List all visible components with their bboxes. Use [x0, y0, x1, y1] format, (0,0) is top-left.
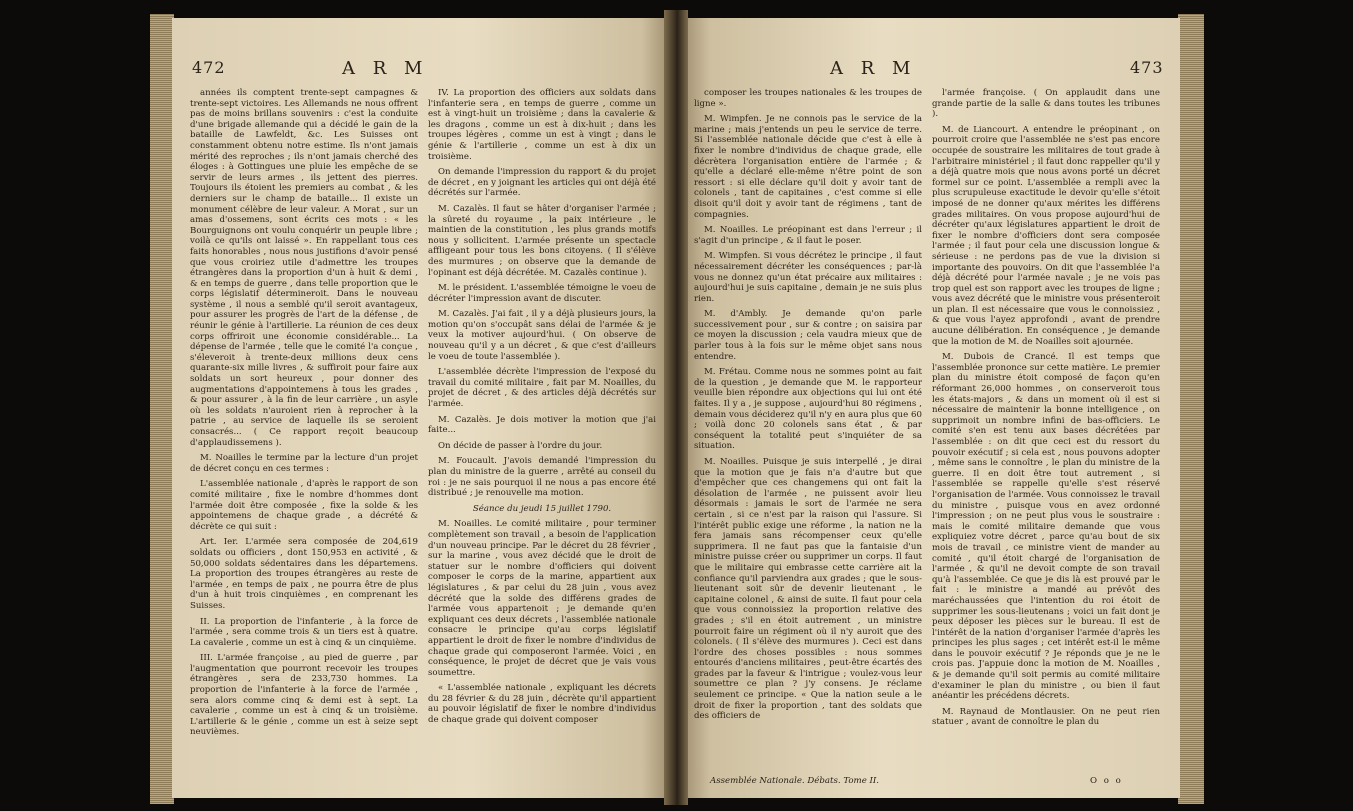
paragraph: M. Wimpfen. Je ne connois pas le service de la marine ; mais j'entends un peu le service de terre. Si l'assemblée nationale décide que c'est à elle à fixer le nombre d'individus de chaque grade, elle décrètera l'organisation entière de l'armée ; & qu'elle a déclaré elle-même n'être point de son ressort : si elle déclare qu'il doit y avoir tant de colonels , tant de capitaines , c'est comme si elle disoit qu'il doit y avoir tant de régimens , tant de compagnies. [694, 114, 922, 220]
right-page-number: 473 [1130, 58, 1164, 77]
paragraph: « L'assemblée nationale , expliquant les décrets du 28 février & du 28 juin , décrète qu'il appartient au pouvoir législatif de fixer le nombre d'individus de chaque grade qui doivent composer [428, 683, 656, 726]
paragraph: IV. La proportion des officiers aux soldats dans l'infanterie sera , en temps de guerre , comme un est à vingt-huit un troisième ; dans la cavalerie & les dragons , comme un est à dix-huit ; dans les troupes légères , comme un est à vingt ; dans le génie & l'artillerie , comme un est à dix un troisième. [428, 88, 656, 162]
left-running-head: A R M [342, 58, 429, 79]
footer-signature: Assemblée Nationale. Débats. Tome II. [710, 776, 880, 786]
right-page [680, 18, 1180, 798]
paragraph: M. Noailles. Le comité militaire , pour terminer complètement son travail , a besoin de l'application d'un nouveau principe. Par le décret du 28 février , sur la marine , vous avez décidé que le droit de statuer sur le nombre d'officiers qui doivent composer le corps de la marine, appartient aux législatures , & par celui du 28 juin , vous avez décrété que la solde des différens grades de l'armée vous appartenoit ; je demande qu'en expliquant ces deux décrets , l'assemblée nationale consacre le principe qu'au corps législatif appartient le droit de fixer le nombre d'individus de chaque grade qui composeront l'armée. Voici , en conséquence, le projet de décret que je vais vous soumettre. [428, 519, 656, 678]
paragraph: L'assemblée décrète l'impression de l'exposé du travail du comité militaire , fait par M. Noailles, du projet de décret , & des articles déjà décrétés sur l'armée. [428, 367, 656, 410]
session-heading: Séance du jeudi 15 juillet 1790. [472, 503, 612, 514]
paragraph: On décide de passer à l'ordre du jour. [438, 440, 603, 451]
paragraph: II. La proportion de l'infanterie , à la force de l'armée , sera comme trois & un tiers est à quatre. La cavalerie , comme un est à cinq & un cinquième. [190, 616, 418, 648]
left-page-number: 472 [192, 58, 226, 77]
right-running-head: A R M [830, 58, 917, 79]
paragraph: années ils comptent trente-sept campagnes & trente-sept victoires. Les Allemands ne nous offrent pas de moins brillans souvenirs : c'est la conduite d'une brigade allemande qui a décidé le gain de la bataille de Lawfeldt, &c. Les Suisses ont constamment obtenu notre estime. Ils n'ont jamais mérité des reproches ; ils n'ont jamais cherché des éloges : à Gottingues une pluie les empêche de se servir de leurs armes , ils jettent des pierres. Toujours ils étoient les premiers au combat , & les derniers sur le champ de bataille... Il existe un monument célèbre de leur valeur. A Morat , sur un amas d'ossemens, sont écrits ces mots : « les Bourguignons ont voulu conquérir un peuple libre ; voilà ce qu'ils ont laissé ». En rappellant tous ces faits honorables , nous nous justifions d'avoir pensé que vous croiriez utile d'admettre les troupes étrangères dans la proportion d'un à huit & demi , & en temps de guerre , dans telle proportion que le corps législatif détermineroit. Dans le nouveau système , il nous a semblé qu'il seroit avantageux, pour assurer les progrès de l'art de la défense , de réunir le génie à l'artillerie. La réunion de ces deux corps offriroit une économie considérable... La dépense de l'armée , telle que le comité l'a conçue , s'éleveroit à trente-deux millions deux cens quarante-six mille livres , & suffiroit pour faire aux soldats un sort heureux , pour donner des augmentations d'appointemens à tous les grades , & pour assurer , à la fin de leur carrière , un asyle où les soldats n'auroient rien à reprocher à la patrie , au service de laquelle ils se seroient consacrés... ( Ce rapport reçoit beaucoup d'applaudissemens ). [190, 88, 418, 448]
left-column-1 [190, 88, 418, 743]
right-page-edges [1178, 14, 1204, 804]
paragraph: M. Noailles le termine par la lecture d'un projet de décret conçu en ces termes : [190, 453, 418, 474]
right-column-1 [694, 88, 922, 727]
paragraph: On demande l'impression du rapport & du projet de décret , en y joignant les articles qui ont déjà été décrétés sur l'armée. [428, 167, 656, 199]
left-page-edges [150, 14, 174, 804]
paragraph: M. Wimpfen. Si vous décrétez le principe , il faut nécessairement décréter les conséquences ; par-là vous ne donnez qu'un état précaire aux militaires : aujourd'hui je suis capitaine , demain je ne suis plus rien. [694, 251, 922, 304]
left-column-2 [428, 88, 656, 731]
paragraph: M. de Liancourt. A entendre le préopinant , on pourroit croire que l'assemblée ne s'est pas encore occupée de soustraire les militaires de tout grade à l'arbitraire ministériel ; il faut donc rappeller qu'il y a déjà quatre mois que nous avons porté un décret formel sur ce point. L'assemblée a rempli avec la plus scrupuleuse exactitude le devoir qu'elle s'étoit imposé de ne donner qu'aux mérites les différens grades militaires. On vous propose aujourd'hui de décréter qu'aux législatures appartient le droit de fixer le nombre d'officiers dont sera composée l'armée ; il faut pour cela une discussion longue & sérieuse : ne perdons pas de vue la division si importante des pouvoirs. On dit que l'assemblée l'a déjà décrété pour l'armée navale ; je ne vois pas trop quel est son rapport avec les troupes de ligne ; vous avez décrété que le ministre vous présenteroit un plan. Il est nécessaire que vous le connoissiez , & que vous l'ayez approfondi , avant de prendre aucune délibération. En conséquence , je demande que la motion de M. de Noailles soit ajournée. [932, 124, 1160, 347]
paragraph: M. d'Ambly. Je demande qu'on parle successivement pour , sur & contre ; on saisira par ce moyen la discussion ; cela vaudra mieux que de parler tous à la fois sur le même objet sans nous entendre. [694, 309, 922, 362]
paragraph: M. Foucault. J'avois demandé l'impression du plan du ministre de la guerre , arrêté au conseil du roi : je ne sais pourquoi il ne nous a pas encore été distribué ; je renouvelle ma motion. [428, 456, 656, 499]
book-gutter [664, 10, 688, 805]
paragraph: l'armée françoise. ( On applaudit dans une grande partie de la salle & dans toutes les tribunes ). [932, 88, 1160, 120]
paragraph: M. Cazalès. Il faut se hâter d'organiser l'armée ; la sûreté du royaume , la paix intérieure , le maintien de la constitution , les plus grands motifs nous y sollicitent. L'armée présente un spectacle affligeant pour tous les bons citoyens. ( Il s'élève des murmures ; on observe que la demande de l'opinant est déjà décrétée. M. Cazalès continue ). [428, 203, 656, 278]
paragraph: M. Cazalès. J'ai fait , il y a déjà plusieurs jours, la motion qu'on s'occupât sans délai de l'armée & je veux la motiver aujourd'hui. ( On observe de nouveau qu'il y a un décret , & que c'est d'ailleurs le voeu de toute l'assemblée ). [428, 309, 656, 362]
paragraph: M. Noailles. Le préopinant est dans l'erreur ; il s'agit d'un principe , & il faut le poser. [694, 225, 922, 246]
paragraph: M. Frétau. Comme nous ne sommes point au fait de la question , je demande que M. le rapporteur veuille bien répondre aux objections qui lui ont été faites. Il y a , je suppose , aujourd'hui 80 régimens , demain vous déciderez qu'il n'y en aura plus que 60 ; voilà donc 20 colonels sans état , & par conséquent la totalité peut s'inquiéter de sa situation. [694, 367, 922, 452]
footer-gathering-mark: O o o [1090, 776, 1123, 786]
paragraph: composer les troupes nationales & les troupes de ligne ». [694, 88, 922, 109]
paragraph: M. Raynaud de Montlausier. On ne peut rien statuer , avant de connoître le plan du [932, 706, 1160, 728]
paragraph: Art. Ier. L'armée sera composée de 204,619 soldats ou officiers , dont 150,953 en activité , & 50,000 soldats sédentaires dans les départemens. La proportion des troupes étrangères au reste de l'armée , en temps de paix , ne pourra être de plus d'un à huit trois cinquièmes , en comprenant les Suisses. [190, 537, 418, 611]
right-column-2 [932, 88, 1160, 733]
paragraph: M. Cazalès. Je dois motiver la motion que j'ai faite... [428, 414, 656, 436]
paragraph: L'assemblée nationale , d'après le rapport de son comité militaire , fixe le nombre d'hommes dont l'armée doit être composée , fixe la solde & les appointemens de chaque grade , a décrété & décrète ce qui suit : [190, 479, 418, 532]
paragraph: III. L'armée françoise , au pied de guerre , par l'augmentation que pourront recevoir les troupes étrangères , sera de 233,730 hommes. La proportion de l'infanterie à la force de l'armée , sera alors comme cinq & demi est à sept. La cavalerie , comme un est à cinq & un troisième. L'artillerie & le génie , comme un est à seize sept neuvièmes. [190, 653, 418, 738]
paragraph: M. Dubois de Crancé. Il est temps que l'assemblée prononce sur cette matière. Le premier plan du ministre étoit composé de façon qu'en réformant 26,000 hommes , on conserveroit tous les états-majors , & dans un moment où il est si nécessaire de maintenir la bonne intelligence , on supprimoit un nombre infini de bas-officiers. Le comité s'en est tenu aux bases décrétées par l'assemblée : on dit que ceci est du ressort du pouvoir exécutif ; si cela est , nous pouvons adopter , même sans le connoître , le plan du ministre de la guerre. Il en doit être tout autrement , si l'assemblée se rappelle qu'elle s'est réservé l'organisation de l'armée. Vous connoissez le travail du ministre , puisque vous en avez ordonné l'impression ; on ne peut plus vous le soustraire : mais le comité militaire demande que vous expliquiez votre décret , parce qu'au bout de six mois de travail , ce ministre vient de mander au comité , qu'il étoit chargé de l'organisation de l'armée , & qu'il ne devoit compte de son travail qu'à l'assemblée. Ce que je dis là est prouvé par le fait : le ministre a mandé au prévôt des maréchaussées que l'intention du roi étoit de supprimer les sous-lieutenans ; voici un fait dont je peux déposer les pièces sur le bureau. Il est de l'intérêt de la nation d'organiser l'armée d'après les principes les plus sages ; cet intérêt est-il le même dans le pouvoir exécutif ? Je réponds que je ne le crois pas. J'appuie donc la motion de M. Noailles , & je demande qu'il soit permis au comité militaire d'examiner le plan du ministre , ou bien il faut anéantir les précédens décrets. [932, 352, 1160, 702]
paragraph: M. Noailles. Puisque je suis interpellé , je dirai que la motion que je fais n'a d'autre but que d'empêcher que ces changemens qui ont fait la désolation de l'armée , ne puissent avoir lieu désormais : jamais le sort de l'armée ne sera certain , si ce n'est par la raison qui l'assure. Si l'intérêt public exige une réforme , la nation ne la fera jamais sans récompenser ceux qu'elle supprimera. Il ne faut pas que la fantaisie d'un ministre puisse créer ou supprimer un corps. Il faut que le militaire qui embrasse cette carrière ait la confiance qu'il parviendra aux grades ; que le sous-lieutenant soit sûr de devenir lieutenant , le capitaine colonel , & ainsi de suite. Il faut pour cela que vous connoissiez la proportion relative des grades ; s'il en étoit autrement , un ministre pourroit faire un régiment où il n'y auroit que des colonels. ( Il s'élève des murmures ). Ceci est dans l'ordre des choses possibles : nous sommes entourés d'anciens militaires , peut-être écartés des grades par la faveur & l'intrigue ; voulez-vous leur soumettre ce plan ? j'y consens. Je réclame seulement ce principe. « Que la nation seule a le droit de fixer la proportion , tant des soldats que des officiers de [694, 457, 922, 722]
paragraph: M. le président. L'assemblée témoigne le voeu de décréter l'impression avant de discuter. [428, 283, 656, 304]
left-page [172, 18, 672, 798]
